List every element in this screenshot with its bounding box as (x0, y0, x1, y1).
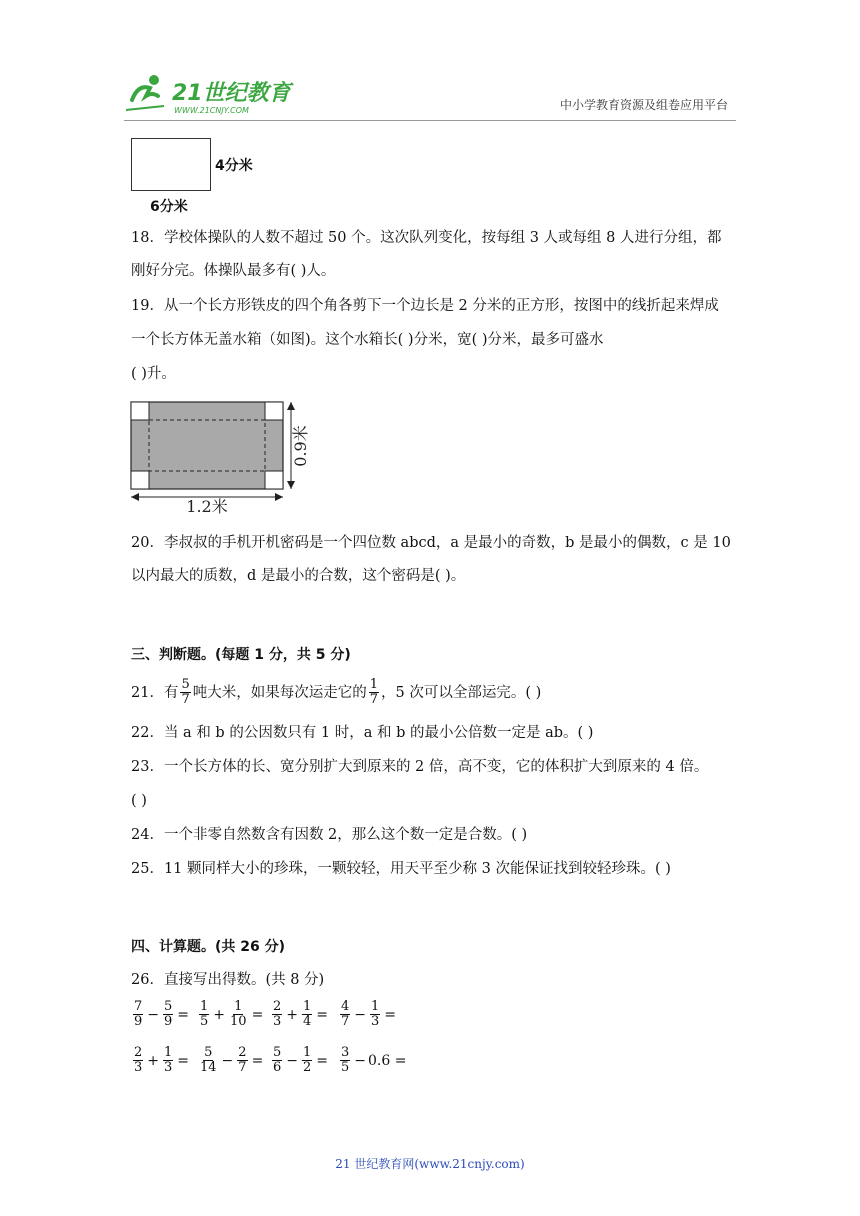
logo-text: 21世纪教育 (172, 81, 291, 106)
calc-r2c4: $\frac{3}{5}$ − 0.6 = (341, 1045, 407, 1075)
q26-title: 26．直接写出得数。(共 8 分) (131, 972, 325, 988)
q21 (131, 678, 541, 707)
site-logo (124, 70, 294, 118)
figure17-bottom-label: 6分米 (150, 199, 188, 215)
q21-prefix: 21．有 (131, 684, 179, 701)
q19-line2: 一个长方体无盖水箱（如图)。这个水箱长( )分米，宽( )分米，最多可盛水 (131, 332, 604, 348)
q19-line1: 19．从一个长方形铁皮的四个角各剪下一个边长是 2 分米的正方形，按图中的线折起来焊成 (131, 298, 719, 314)
q18-line2: 刚好分完。体操队最多有( )人。 (131, 263, 336, 279)
figure19-height-label: 0.9米 (291, 425, 310, 467)
q22: 22．当 a 和 b 的公因数只有 1 时，a 和 b 的最小公倍数一定是 ab。( ) (131, 725, 594, 741)
calc-r1c4: $\frac{4}{7}$ − $\frac{1}{3}$ = (341, 999, 397, 1029)
q20-line1: 20．李叔叔的手机开机密码是一个四位数 abcd，a 是最小的奇数，b 是最小的偶数，c 是 10 (131, 535, 731, 551)
calc-r1c1: $\frac{7}{9}$ − $\frac{5}{9}$ = (134, 999, 190, 1029)
header-platform-text: 中小学教育资源及组卷应用平台 (559, 98, 728, 112)
footer-link[interactable]: 21 世纪教育网(www.21cnjy.com) (335, 1157, 525, 1171)
q24: 24．一个非零自然数含有因数 2，那么这个数一定是合数。( ) (131, 827, 528, 843)
calc-r2c2: $\frac{5}{14}$ − $\frac{2}{7}$ = (200, 1045, 264, 1075)
figure19-width-label: 1.2米 (186, 497, 228, 516)
rectangle-figure-17 (131, 138, 211, 191)
q21-middle: 吨大米，如果每次运走它的 (192, 684, 367, 701)
q23-line1: 23．一个长方体的长、宽分别扩大到原来的 2 倍，高不变，它的体积扩大到原来的 4 倍。 (131, 759, 709, 775)
q21-suffix: ，5 次可以全部运完。( ) (381, 684, 542, 701)
sheet-figure-19 (128, 398, 310, 516)
calc-r1c2: $\frac{1}{5}$ + $\frac{1}{10}$ = (200, 999, 264, 1029)
calc-r1c3: $\frac{2}{3}$ + $\frac{1}{4}$ = (273, 999, 329, 1029)
section3-title: 三、判断题。(每题 1 分，共 5 分) (131, 647, 351, 663)
q18-line1: 18．学校体操队的人数不超过 50 个。这次队列变化，按每组 3 人或每组 8 人进行分组，都 (131, 230, 722, 246)
q21-fraction-2: $\frac{1}{7}$ (369, 677, 379, 707)
calc-r2c3: $\frac{5}{6}$ − $\frac{1}{2}$ = (273, 1045, 329, 1075)
q23-line2: ( ) (131, 793, 147, 809)
figure17-side-label: 4分米 (215, 158, 253, 174)
q25: 25．11 颗同样大小的珍珠，一颗较轻，用天平至少称 3 次能保证找到较轻珍珠。( ) (131, 861, 671, 877)
calc-r2c1: $\frac{2}{3}$ + $\frac{1}{3}$ = (134, 1045, 190, 1075)
q21-fraction-1: $\frac{5}{7}$ (181, 677, 190, 707)
logo-url: WWW.21CNJY.COM (174, 106, 249, 115)
section4-title: 四、计算题。(共 26 分) (131, 939, 286, 955)
q20-line2: 以内最大的质数，d 是最小的合数，这个密码是( )。 (131, 568, 466, 584)
header-divider (124, 120, 736, 121)
q19-line3: ( )升。 (131, 366, 176, 382)
